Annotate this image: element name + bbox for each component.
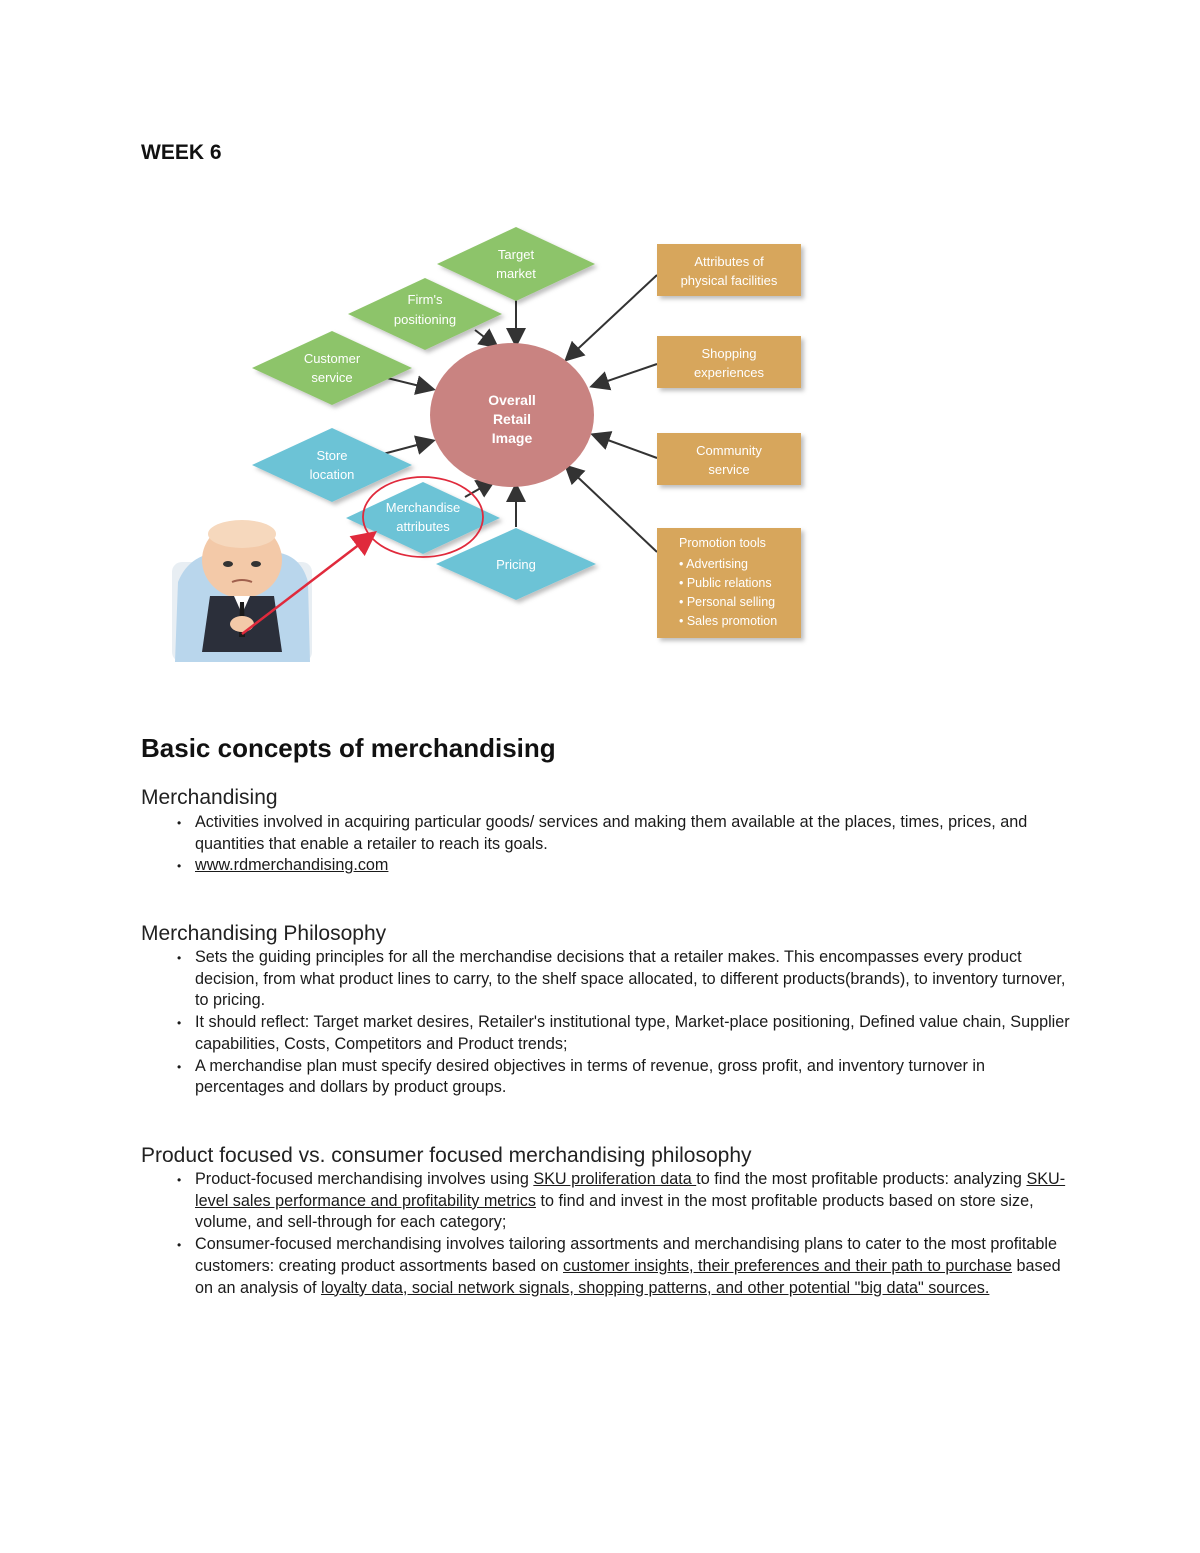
community-service-line-1: Community	[696, 443, 762, 458]
physical-facilities-line-1: Attributes of	[694, 254, 764, 269]
arrow-firms-positioning	[475, 330, 496, 346]
link-rdmerchandising[interactable]: • www.rdmerchandising.com	[195, 855, 1075, 877]
retail-image-diagram	[170, 222, 820, 667]
center-line-1: Overall	[488, 392, 536, 408]
promotion-tools-title: Promotion tools	[679, 536, 766, 550]
target-market-line-2: market	[496, 266, 536, 281]
promotion-item-sales-promotion: • Sales promotion	[679, 614, 778, 628]
diamond-target-market	[437, 227, 595, 301]
promotion-item-public-relations: • Public relations	[679, 576, 772, 590]
text-segment: to find and invest in the most profitable products based on store size, volume, and sell-through for each category;	[195, 1191, 1034, 1232]
community-service-line-2: service	[708, 462, 750, 477]
baby-illustration	[172, 520, 312, 662]
text-segment: Consumer-focused merchandising involves tailoring assortments and merchandising plans to cater to the most profitable customers: creating product assortments based on	[195, 1235, 1057, 1275]
diamond-store-location	[252, 428, 412, 502]
promotion-item-advertising: • Advertising	[679, 557, 748, 571]
customer-service-line-2: service	[311, 370, 353, 385]
arrow-customer-service	[383, 377, 432, 389]
diamond-customer-service	[252, 331, 412, 405]
box-physical-facilities	[657, 244, 801, 296]
diamond-merchandise-attributes	[346, 482, 500, 554]
firms-positioning-line-2: positioning	[393, 312, 457, 327]
link-sku-proliferation[interactable]: SKU proliferation data	[533, 1170, 697, 1188]
link-sku-level-sales[interactable]: SKU-level sales performance and profitability metrics	[195, 1170, 1066, 1210]
merchandise-attributes-line-2: attributes	[396, 519, 450, 534]
heading-merchandising: Merchandising	[141, 786, 278, 809]
center-line-2: Retail	[492, 411, 532, 427]
list-item	[195, 1234, 1075, 1299]
pricing-label: Pricing	[496, 557, 536, 572]
list-item: • Sets the guiding principles for all the merchandise decisions that a retailer makes. This encompasses every product decision, from what product lines to carry, to the shelf space allocated, to different products(brands), to inventory turnover, to pricing.	[195, 947, 1075, 1012]
physical-facilities-line-2: physical facilities	[680, 273, 778, 288]
customer-service-line-1: Customer	[303, 351, 361, 366]
link-loyalty-data[interactable]: loyalty data, social network signals, shopping patterns, and other potential "big data" sources.	[320, 1278, 990, 1297]
list-item: • It should reflect: Target market desires, Retailer's institutional type, Market-place positioning, Defined value chain, Supplier capabilities, Costs, Competitors and Product trends;	[195, 1012, 1075, 1055]
promotion-item-personal-selling: • Personal selling	[679, 595, 776, 609]
text-segment: Product-focused merchandising involves using	[195, 1170, 534, 1188]
box-community-service	[657, 433, 801, 485]
text-segment: to find the most profitable products: analyzing	[696, 1170, 1027, 1188]
text-segment: based on an analysis of	[195, 1256, 1061, 1297]
firms-positioning-line-1: Firm's	[407, 292, 443, 307]
list-item: • A merchandise plan must specify desired objectives in terms of revenue, gross profit, and inventory turnover in percentages and dollars by product groups.	[195, 1056, 1075, 1099]
link-customer-insights[interactable]: customer insights, their preferences and their path to purchase	[563, 1256, 1012, 1275]
center-label	[488, 392, 535, 446]
section-title: Basic concepts of merchandising	[141, 733, 556, 763]
list-item: • Activities involved in acquiring particular goods/ services and making them available at the places, times, prices, and quantities that enable a retailer to reach its goals.	[195, 812, 1075, 855]
heading-product-vs-consumer: Product focused vs. consumer focused merchandising philosophy	[141, 1144, 752, 1167]
heading-merchandising-philosophy: Merchandising Philosophy	[141, 922, 387, 945]
arrow-community-service	[594, 435, 657, 458]
merchandising-list	[175, 812, 1075, 877]
arrow-shopping-experiences	[593, 364, 657, 386]
merchandise-attributes-line-1: Merchandise	[385, 500, 461, 515]
center-line-3: Image	[491, 430, 533, 446]
store-location-line-2: location	[309, 467, 355, 482]
shopping-experiences-line-2: experiences	[693, 365, 765, 380]
shopping-experiences-line-1: Shopping	[701, 346, 757, 361]
philosophy-list	[175, 947, 1075, 1099]
target-market-line-1: Target	[497, 247, 535, 262]
store-location-line-1: Store	[316, 448, 348, 463]
focus-list	[175, 1169, 1075, 1299]
box-shopping-experiences	[657, 336, 801, 388]
list-item	[195, 1169, 1075, 1234]
arrow-physical-facilities	[567, 275, 657, 359]
week-label: WEEK 6	[141, 141, 222, 164]
arrow-store-location	[383, 441, 432, 454]
arrow-promotion-tools	[567, 467, 657, 552]
